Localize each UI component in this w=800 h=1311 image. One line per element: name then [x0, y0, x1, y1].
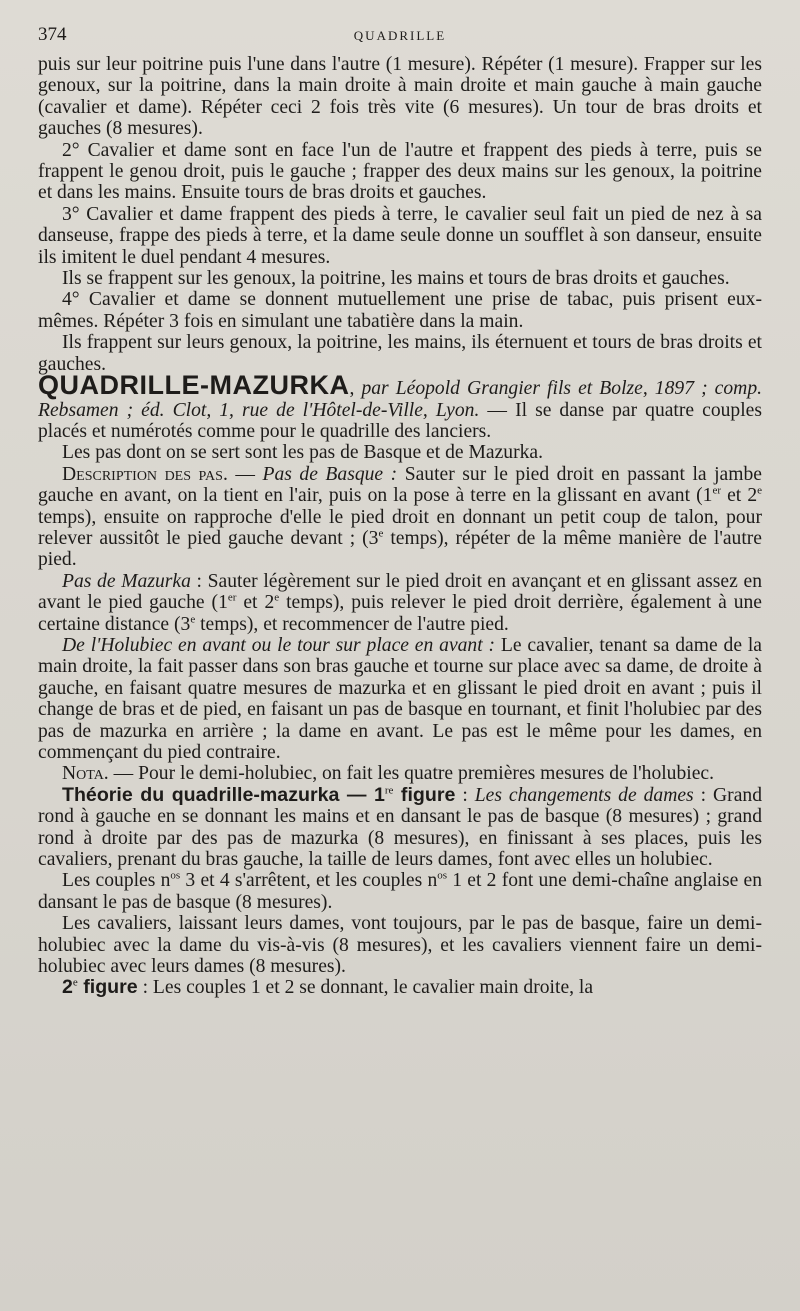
paragraph [38, 442, 762, 463]
page-header [38, 24, 762, 54]
text-run: 3° Cavalier et dame frappent des pieds à terre, le cavalier seul fait un pied de nez à sa danseuse, frappe des pieds à terre, et la dame seule donne un soufflet à son danseur, ensuite ils imitent le duel pendant 4 mesures. [38, 203, 762, 268]
text-run: Les cavaliers, laissant leurs dames, vont toujours, par le pas de basque, faire un demi-holubiec avec la dame du vis-à-vis (8 mesures), et les cavaliers viennent faire un demi-holubiec avec leurs dames (8 mesures). [38, 913, 762, 978]
text-run: 2° Cavalier et dame sont en face l'un de l'autre et frappent des pieds à terre, puis se frappent le genou droit, puis le gauche ; frapper des deux mains sur les genoux, la poitrine et dans les mains. Ensuite tours de bras droits et gauches. [38, 139, 762, 204]
text-run: er [227, 591, 237, 604]
text-run: os [437, 869, 448, 882]
text-run: Le cavalier, tenant sa dame de la main droite, la fait passer dans son bras gauche et tourne sur place avec sa dame, de droite à gauche, en faisant quatre mesures de mazurka et en glissant le pied droit en avant ; puis il change de bras et de pied, en faisant un pas de basque en tournant, et finit l'holubiec par des pas de mazurka en arrière ; la dame en avant. Le pas est le même pour les dames, en commençant du pied contraire. [38, 634, 762, 763]
text-run: figure [77, 976, 138, 999]
paragraph [38, 332, 762, 375]
text-run: et 2 [236, 592, 275, 614]
text-run: e [757, 484, 763, 497]
paragraph [38, 870, 762, 913]
text-run: Nota. [62, 763, 109, 785]
text-run: , [349, 378, 362, 400]
text-run: Sauter sur le pied droit en passant la jambe gauche en avant, on la tient en l'air, puis on la pose à terre en la glissant en avant (1 [38, 463, 762, 507]
text-run: os [170, 869, 181, 882]
text-run: 4° Cavalier et dame se donnent mutuellement une prise de tabac, puis prisent eux-mêmes. Répéter 3 fois en simulant une tabatière dans la main. [38, 289, 762, 332]
paragraph [38, 977, 762, 998]
text-run: : Les couples 1 et 2 se donnant, le cavalier main droite, la [137, 977, 594, 999]
paragraph [38, 54, 762, 140]
text-run: — Pour le demi-holubiec, on fait les quatre premières mesures de l'holubiec. [108, 763, 715, 785]
text-run: 1 et 2 font une demi-chaîne anglaise en dansant le pas de basque (8 mesures). [38, 870, 763, 913]
text-run: — Il se danse par quatre couples placés et numérotés comme pour le quadrille des lanciers. [38, 399, 762, 442]
text-run: re [384, 784, 394, 797]
text-run: Pas de Mazurka [62, 570, 191, 592]
text-run: Théorie du quadrille-mazurka — 1 [62, 783, 385, 806]
text-run: Les changements de dames [474, 784, 694, 806]
paragraph [38, 289, 762, 332]
text-run: : [455, 784, 475, 806]
paragraph [38, 571, 762, 635]
page-number: 374 [38, 24, 67, 45]
text-run: temps), répéter de la même manière de l'autre pied. [38, 527, 763, 571]
text-run: : Sauter légèrement sur le pied droit en avançant et en glissant assez en avant le pied gauche (1 [38, 570, 762, 614]
text-run: e [190, 613, 196, 626]
paragraph [38, 464, 762, 571]
section-title: QUADRILLE-MAZURKA [38, 370, 350, 401]
paragraph [38, 635, 762, 763]
text-run: Description des pas. [62, 463, 228, 485]
text-run: puis sur leur poitrine puis l'une dans l'autre (1 mesure). Répéter (1 mesure). Frapper sur les genoux, sur la poitrine, dans la main droite à main droite et main gauche à main gauche (cavalier et dame). Répéter ceci 2 fois très vite (6 mesures). Un tour de bras droits et gauches (8 mesures). [38, 54, 762, 140]
paragraph [38, 913, 762, 977]
text-run: temps), et recommencer de l'autre pied. [195, 613, 509, 635]
text-run: Les pas dont on se sert sont les pas de Basque et de Mazurka. [62, 442, 544, 464]
text-run: : Grand rond à gauche en se donnant les mains et en dansant le pas de basque (8 mesures) ; grand rond à droite par des pas de mazurka (8 mesures), en finissant à ses places, puis les cavaliers, prenant du bras gauche, la taille de leurs dames, font avec elles un holubiec. [38, 784, 762, 871]
text-run: er [712, 484, 721, 497]
paragraph [38, 370, 763, 442]
text-run: par Léopold Grangier fils et Bolze, 1897 ; comp. Rebsamen ; éd. Clot, 1, rue de l'Hôtel-de-Ville, Lyon. [38, 378, 763, 421]
text-run: e [378, 527, 384, 540]
text-run: 2 [62, 976, 73, 999]
paragraph [38, 140, 762, 204]
paragraph [38, 204, 762, 268]
text-run: Ils se frappent sur les genoux, la poitrine, les mains et tours de bras droits et gauches. [62, 268, 730, 290]
text-run: — [227, 463, 263, 485]
paragraph [38, 785, 762, 871]
text-run: Pas de Basque : [262, 463, 398, 485]
text-run: e [274, 591, 280, 604]
running-head: QUADRILLE [353, 28, 447, 43]
body-text [38, 54, 762, 999]
paragraph [38, 268, 762, 289]
text-run: Ils frappent sur leurs genoux, la poitrine, les mains, ils éternuent et tours de bras droits et gauches. [38, 332, 762, 375]
text-run: figure [393, 783, 456, 806]
text-run: temps), puis relever le pied droit derrière, également à une certaine distance (3 [38, 592, 763, 635]
paragraph [38, 763, 762, 784]
text-run: temps), ensuite on rapproche d'elle le pied droit en donnant un petit coup de talon, pour relever aussitôt le pied gauche devant ; (3 [38, 506, 762, 549]
text-run: De l'Holubiec en avant ou le tour sur place en avant : [62, 634, 496, 656]
text-run: Les couples n [62, 870, 171, 892]
text-run: et 2 [721, 485, 758, 507]
text-run: 3 et 4 s'arrêtent, et les couples n [180, 870, 438, 892]
text-run: e [72, 976, 78, 989]
